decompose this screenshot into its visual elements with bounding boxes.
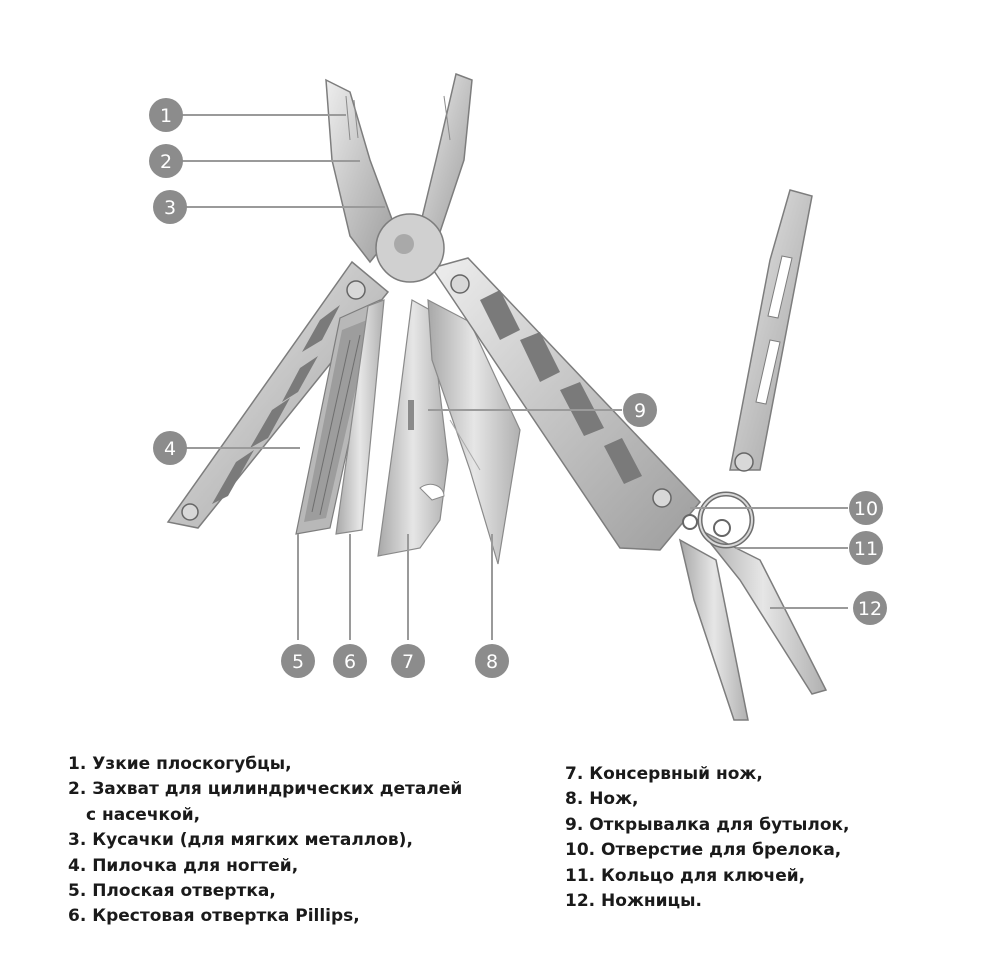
svg-text:6: 6 xyxy=(343,651,357,673)
svg-text:2: 2 xyxy=(159,151,173,173)
right-pivot-screw xyxy=(451,275,469,293)
callout-6 xyxy=(333,644,367,678)
keychain-hole xyxy=(683,515,697,529)
callout-5 xyxy=(281,644,315,678)
left-handle-screw xyxy=(182,504,198,520)
callout-7 xyxy=(391,644,425,678)
svg-text:10: 10 xyxy=(853,498,879,520)
callout-2 xyxy=(149,144,183,178)
legend-item-8: 8. Нож, xyxy=(565,789,639,810)
legend-item-7: 7. Консервный нож, xyxy=(565,764,763,784)
svg-text:7: 7 xyxy=(401,651,415,673)
svg-text:9: 9 xyxy=(633,400,647,422)
svg-text:8: 8 xyxy=(485,651,499,673)
legend-item-1: 1. Узкие плоскогубцы, xyxy=(68,754,292,774)
left-pivot-screw xyxy=(347,281,365,299)
svg-text:3: 3 xyxy=(163,197,177,219)
svg-text:12: 12 xyxy=(857,598,883,620)
legend-item-2: 2. Захват для цилиндрических деталей xyxy=(68,779,463,800)
legend-item-3: 3. Кусачки (для мягких металлов), xyxy=(68,830,413,851)
callout-8 xyxy=(475,644,509,678)
scissors-screw xyxy=(735,453,753,471)
legend-item-10: 10. Отверстие для брелока, xyxy=(565,840,842,861)
callout-4 xyxy=(153,431,187,465)
svg-text:4: 4 xyxy=(163,438,177,460)
legend-right xyxy=(565,762,965,914)
legend-item-5: 5. Плоская отвертка, xyxy=(68,881,276,902)
callout-9 xyxy=(623,393,657,427)
legend-item-4: 4. Пилочка для ногтей, xyxy=(68,855,299,876)
legend-item-12: 12. Ножницы. xyxy=(565,891,702,912)
callout-10 xyxy=(849,491,883,525)
legend-item-2-cont: с насечкой, xyxy=(86,804,201,825)
legend-left xyxy=(68,752,508,930)
callout-12 xyxy=(853,591,887,625)
legend-item-9: 9. Открывалка для бутылок, xyxy=(565,814,850,835)
right-handle-screw xyxy=(653,489,671,507)
callout-1 xyxy=(149,98,183,132)
svg-text:1: 1 xyxy=(159,105,173,127)
legend-item-6: 6. Крестовая отвертка Pillips, xyxy=(68,906,360,927)
callout-11 xyxy=(849,531,883,565)
svg-text:5: 5 xyxy=(291,651,305,673)
scissors xyxy=(680,190,826,720)
legend-item-11: 11. Кольцо для ключей, xyxy=(565,865,806,886)
callout-3 xyxy=(153,190,187,224)
svg-text:11: 11 xyxy=(853,538,879,560)
